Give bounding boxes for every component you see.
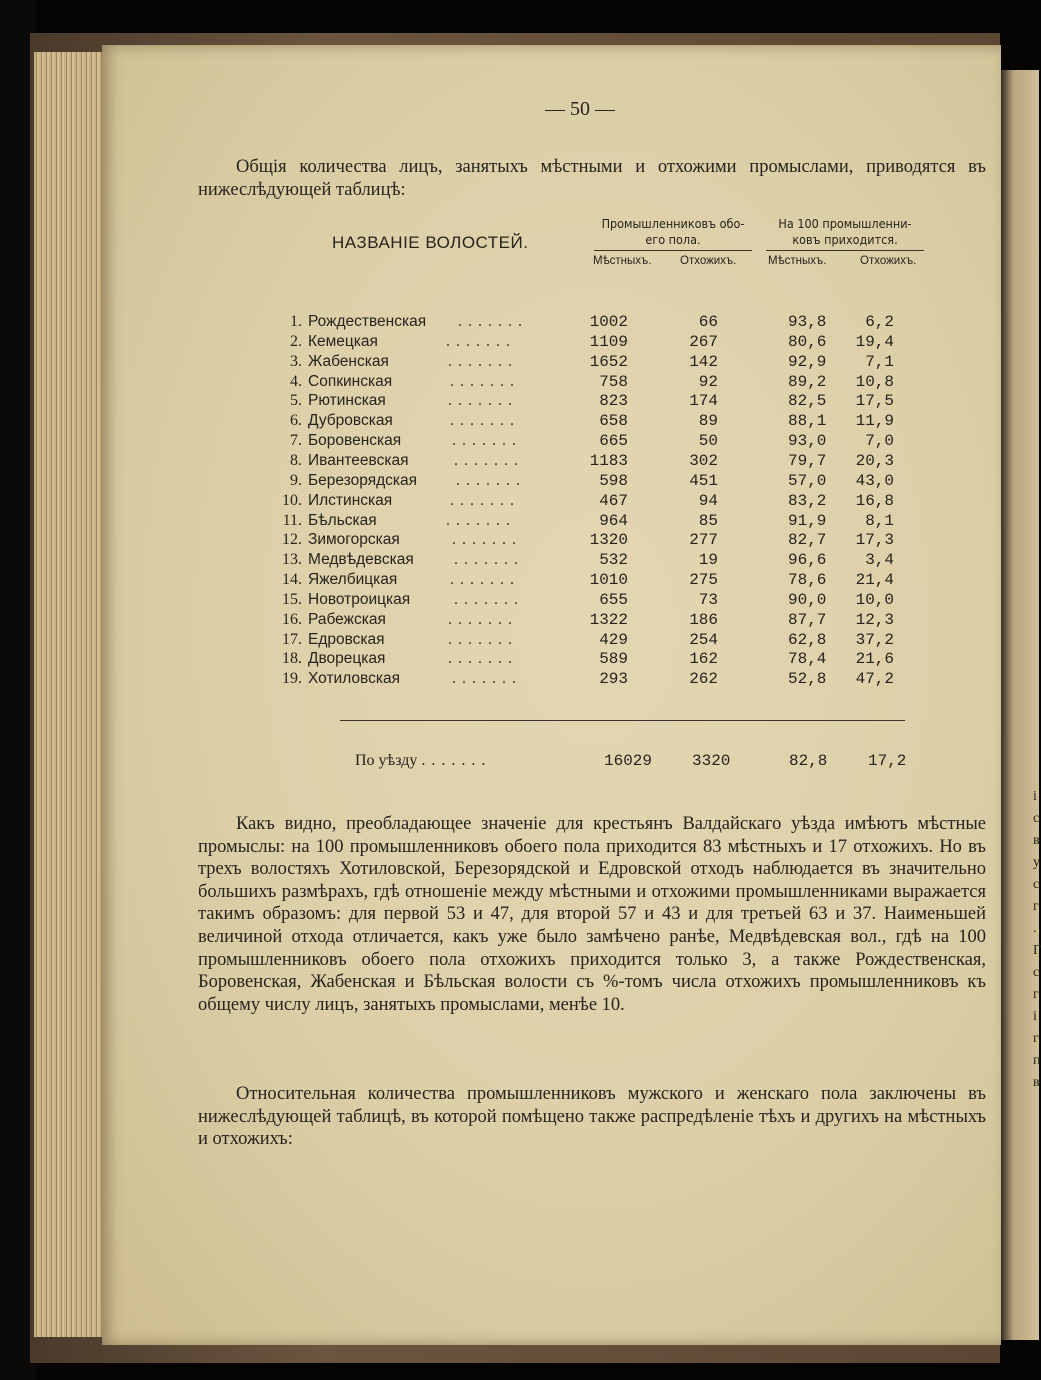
row-local-count: 467 xyxy=(599,491,628,510)
row-local-pct: 78,6 xyxy=(788,571,827,590)
row-number: 9. xyxy=(290,471,302,489)
row-local-pct: 93,8 xyxy=(788,313,827,331)
row-number: 4. xyxy=(290,372,302,390)
analysis-text: Какъ видно, преобладающее значеніе для крестьянъ Валдайскаго уѣзда имѣютъ мѣстные промыслы: на 100 промышленниковъ обоего пола приходится 83 мѣстныхъ и 17 отхожихъ. Но въ трехъ волостяхъ Хотиловской, Березорядской и Едровской отходъ наблюдается въ значительно большихъ размѣрахъ, гдѣ отношеніе между мѣстными и отхожими промышленниками выражается такимъ образомъ: для первой 53 и 47, для второй 57 и 43 и для третьей 63 и 37. Наименьшей величиной отхода отличается, какъ уже было замѣчено ранѣе, Медвѣдевская вол., гдѣ на 100 промышленниковъ обоего пола отхожихъ приходится только 3, а также Рождественская, Боровенская, Жабенская и Бѣльская волости съ %-томъ числа отхожихъ промышленниковъ къ общему числу лицъ, занятыхъ промыслами, менѣе 10. xyxy=(198,814,986,1015)
row-number: 16. xyxy=(282,610,302,628)
row-away-pct: 10,8 xyxy=(855,372,894,391)
table-row xyxy=(270,631,970,651)
header-group-percent xyxy=(760,216,930,248)
header-group-counts-line2: его пола. xyxy=(645,232,701,247)
row-local-pct: 80,6 xyxy=(788,332,827,351)
facing-page-char: с xyxy=(1033,965,1040,980)
row-away-pct: 12,3 xyxy=(855,610,894,629)
row-leader-dots: ....... xyxy=(454,551,524,569)
row-local-count: 1652 xyxy=(589,352,628,371)
row-name: Ивантеевская xyxy=(308,451,409,469)
row-number: 17. xyxy=(282,630,302,648)
row-name: Кемецкая xyxy=(308,332,378,350)
table-row xyxy=(270,432,970,452)
row-local-count: 758 xyxy=(599,372,628,391)
row-away-count: 89 xyxy=(698,412,718,431)
header-rule-left xyxy=(594,250,752,251)
subheader-local-pct: Мѣстныхъ. xyxy=(768,255,827,267)
row-name: Илстинская xyxy=(308,491,393,509)
row-local-count: 823 xyxy=(599,392,628,411)
row-number: 5. xyxy=(290,392,302,410)
row-away-count: 302 xyxy=(689,451,718,470)
row-local-count: 589 xyxy=(599,650,628,669)
row-number: 18. xyxy=(282,650,302,668)
row-local-pct: 96,6 xyxy=(788,551,827,570)
row-name: Яжелбицкая xyxy=(308,571,398,589)
facing-page-char: с xyxy=(1033,811,1040,826)
facing-page-char: і xyxy=(1033,789,1037,804)
row-away-count: 267 xyxy=(689,332,718,351)
row-local-count: 1320 xyxy=(589,531,628,550)
facing-page-char: і xyxy=(1033,1009,1037,1024)
table-row xyxy=(270,353,970,373)
row-name: Медвѣдевская xyxy=(308,551,414,569)
row-name: Рабежская xyxy=(308,610,386,628)
total-local-pct: 82,8 xyxy=(789,752,828,770)
row-number: 3. xyxy=(290,352,302,370)
table-row xyxy=(270,333,970,353)
row-local-pct: 92,9 xyxy=(788,352,827,371)
facing-page-char: п xyxy=(1033,1053,1041,1068)
row-number: 8. xyxy=(290,451,302,469)
row-name: Дубровская xyxy=(308,412,393,430)
row-away-count: 142 xyxy=(689,352,718,371)
row-leader-dots: ....... xyxy=(448,650,518,668)
row-leader-dots: ....... xyxy=(450,491,520,509)
row-away-count: 277 xyxy=(689,531,718,550)
table-row xyxy=(270,313,970,333)
table-row xyxy=(270,392,970,412)
facing-page-char: в xyxy=(1033,833,1040,848)
row-name: Боровенская xyxy=(308,432,402,450)
row-leader-dots: ....... xyxy=(452,670,522,688)
row-local-count: 429 xyxy=(599,630,628,649)
facing-page-char: с xyxy=(1033,877,1040,892)
table-row xyxy=(270,670,970,690)
table-row xyxy=(270,571,970,591)
row-away-pct: 16,8 xyxy=(855,491,894,510)
facing-page-char: . xyxy=(1033,921,1037,936)
row-local-pct: 89,2 xyxy=(788,372,827,391)
row-name: Жабенская xyxy=(308,352,389,370)
row-away-count: 73 xyxy=(698,590,718,609)
row-leader-dots: ....... xyxy=(446,511,516,529)
row-away-count: 94 xyxy=(698,491,718,510)
row-number: 6. xyxy=(290,412,302,430)
facing-page-char: Г xyxy=(1033,943,1041,958)
total-leader-dots: ....... xyxy=(421,752,492,769)
subheader-away-count: Отхожихъ. xyxy=(680,255,737,267)
row-leader-dots: ....... xyxy=(448,392,518,410)
row-number: 15. xyxy=(282,590,302,608)
row-leader-dots: ....... xyxy=(458,313,528,330)
row-local-count: 1109 xyxy=(589,332,628,351)
page-number: — 50 — xyxy=(545,98,615,120)
row-away-pct: 7,1 xyxy=(865,352,894,371)
row-local-count: 655 xyxy=(599,590,628,609)
row-number: 13. xyxy=(282,551,302,569)
row-away-count: 19 xyxy=(698,551,718,570)
row-local-pct: 90,0 xyxy=(788,590,827,609)
intro-paragraph xyxy=(198,156,986,201)
row-number: 2. xyxy=(290,332,302,350)
row-away-count: 262 xyxy=(689,670,718,689)
table-row xyxy=(270,452,970,472)
row-away-pct: 8,1 xyxy=(865,511,894,530)
row-leader-dots: ....... xyxy=(446,332,516,350)
table-row xyxy=(270,373,970,393)
total-away-pct: 17,2 xyxy=(868,752,907,770)
row-away-pct: 17,5 xyxy=(855,392,894,411)
row-local-pct: 57,0 xyxy=(788,471,827,490)
total-local: 16029 xyxy=(604,752,653,770)
row-local-pct: 78,4 xyxy=(788,650,827,669)
row-away-pct: 6,2 xyxy=(865,313,894,331)
row-local-count: 1183 xyxy=(589,451,628,470)
row-local-count: 665 xyxy=(599,432,628,451)
header-group-counts-line1: Промышленниковъ обо- xyxy=(601,216,745,231)
row-away-pct: 10,0 xyxy=(855,590,894,609)
row-away-pct: 21,4 xyxy=(855,571,894,590)
intro-text: Общія количества лицъ, занятыхъ мѣстными и отхожими промыслами, приводятся въ нижеслѣдующей таблицѣ: xyxy=(198,157,986,200)
row-local-pct: 62,8 xyxy=(788,630,827,649)
row-away-pct: 7,0 xyxy=(865,432,894,451)
row-local-pct: 82,7 xyxy=(788,531,827,550)
row-name: Новотроицкая xyxy=(308,590,411,608)
row-leader-dots: ....... xyxy=(454,590,524,608)
row-name: Дворецкая xyxy=(308,650,386,668)
row-away-pct: 47,2 xyxy=(855,670,894,689)
row-local-count: 1002 xyxy=(589,313,628,331)
row-name: Хотиловская xyxy=(308,670,400,688)
row-leader-dots: ....... xyxy=(448,352,518,370)
table-row xyxy=(270,591,970,611)
row-local-pct: 79,7 xyxy=(788,451,827,470)
table-row xyxy=(270,412,970,432)
row-leader-dots: ....... xyxy=(456,471,526,489)
row-away-pct: 43,0 xyxy=(855,471,894,490)
total-rule xyxy=(340,720,905,721)
header-group-percent-line2: ковъ приходится. xyxy=(792,232,898,247)
row-local-pct: 83,2 xyxy=(788,491,827,510)
row-name: Березорядская xyxy=(308,471,418,489)
row-number: 19. xyxy=(282,670,302,688)
row-local-count: 532 xyxy=(599,551,628,570)
row-name: Зимогорская xyxy=(308,531,400,549)
row-leader-dots: ....... xyxy=(448,630,518,648)
table-row xyxy=(270,512,970,532)
table-row xyxy=(270,650,970,670)
row-local-count: 1010 xyxy=(589,571,628,590)
row-number: 14. xyxy=(282,571,302,589)
header-group-counts xyxy=(588,216,758,248)
row-away-count: 174 xyxy=(689,392,718,411)
row-local-pct: 82,5 xyxy=(788,392,827,411)
facing-page-char: г xyxy=(1033,1031,1039,1046)
row-local-pct: 91,9 xyxy=(788,511,827,530)
row-local-count: 658 xyxy=(599,412,628,431)
facing-page-char: у xyxy=(1033,855,1040,870)
row-away-count: 66 xyxy=(698,313,718,331)
row-away-count: 162 xyxy=(689,650,718,669)
row-away-count: 92 xyxy=(698,372,718,391)
row-name: Сопкинская xyxy=(308,372,393,390)
subheader-away-pct: Отхожихъ. xyxy=(860,255,917,267)
facing-page-char: в xyxy=(1033,1075,1040,1090)
subheader-local-count: Мѣстныхъ. xyxy=(593,255,652,267)
row-away-pct: 11,9 xyxy=(855,412,894,431)
row-number: 12. xyxy=(282,531,302,549)
table-row xyxy=(270,531,970,551)
header-rule-right xyxy=(766,250,924,251)
row-leader-dots: ....... xyxy=(450,412,520,430)
row-away-pct: 20,3 xyxy=(855,451,894,470)
row-number: 10. xyxy=(282,491,302,509)
row-away-count: 85 xyxy=(698,511,718,530)
table-header-name: НАЗВАНІЕ ВОЛОСТЕЙ. xyxy=(332,233,529,252)
facing-page-char: г xyxy=(1033,899,1039,914)
row-local-pct: 52,8 xyxy=(788,670,827,689)
row-local-count: 1322 xyxy=(589,610,628,629)
row-leader-dots: ....... xyxy=(450,571,520,589)
row-number: 1. xyxy=(290,313,302,330)
row-away-pct: 17,3 xyxy=(855,531,894,550)
facing-page-char: г xyxy=(1033,987,1039,1002)
row-name: Рютинская xyxy=(308,392,386,410)
row-leader-dots: ....... xyxy=(450,372,520,390)
total-label-text: По уѣзду xyxy=(355,752,418,769)
table-row xyxy=(270,551,970,571)
row-local-pct: 88,1 xyxy=(788,412,827,431)
page-edges xyxy=(34,52,109,1337)
table-row xyxy=(270,492,970,512)
row-name: Рождественская xyxy=(308,313,427,330)
row-local-pct: 93,0 xyxy=(788,432,827,451)
row-away-pct: 37,2 xyxy=(855,630,894,649)
row-leader-dots: ....... xyxy=(448,610,518,628)
row-local-pct: 87,7 xyxy=(788,610,827,629)
facing-page-edge xyxy=(1000,70,1039,1340)
row-away-count: 451 xyxy=(689,471,718,490)
analysis-paragraph xyxy=(198,813,986,1016)
row-leader-dots: ....... xyxy=(452,432,522,450)
table-row xyxy=(270,611,970,631)
row-away-count: 50 xyxy=(698,432,718,451)
row-local-count: 964 xyxy=(599,511,628,530)
row-leader-dots: ....... xyxy=(454,451,524,469)
row-number: 11. xyxy=(282,511,302,529)
row-away-pct: 3,4 xyxy=(865,551,894,570)
row-name: Бѣльская xyxy=(308,511,377,529)
row-local-count: 598 xyxy=(599,471,628,490)
closing-text: Относительная количества промышленниковъ мужского и женскаго пола заключены въ нижеслѣдующей таблицѣ, въ которой помѣщено также распредѣленіе тѣхъ и другихъ на мѣстныхъ и отхожихъ: xyxy=(198,1084,986,1150)
total-away: 3320 xyxy=(692,752,731,770)
total-label xyxy=(355,752,491,770)
row-name: Едровская xyxy=(308,630,385,648)
row-leader-dots: ....... xyxy=(452,531,522,549)
row-local-count: 293 xyxy=(599,670,628,689)
row-away-pct: 19,4 xyxy=(855,332,894,351)
row-away-count: 186 xyxy=(689,610,718,629)
row-away-pct: 21,6 xyxy=(855,650,894,669)
header-group-percent-line1: На 100 промышленни- xyxy=(778,216,912,231)
closing-paragraph xyxy=(198,1083,986,1151)
table-row xyxy=(270,472,970,492)
row-number: 7. xyxy=(290,432,302,450)
row-away-count: 275 xyxy=(689,571,718,590)
row-away-count: 254 xyxy=(689,630,718,649)
